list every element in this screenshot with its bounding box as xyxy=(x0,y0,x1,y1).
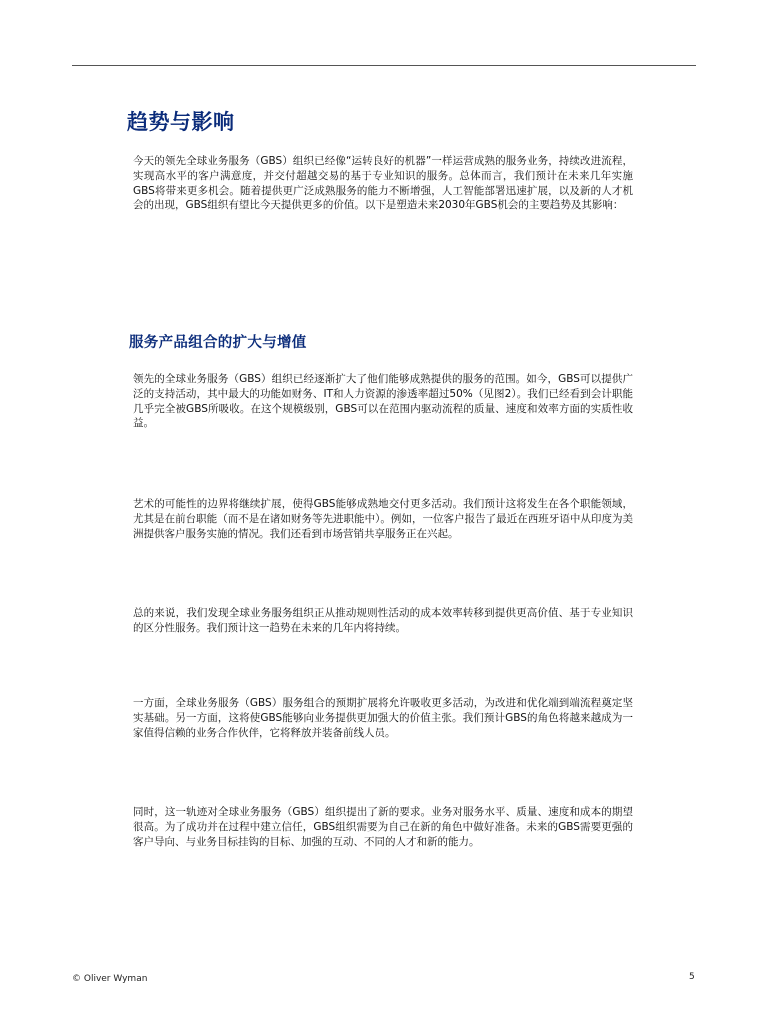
page-number: 5 xyxy=(689,972,695,982)
body-paragraph-1: 领先的全球业务服务（GBS）组织已经逐渐扩大了他们能够成熟提供的服务的范围。如今，GBS可以提供广泛的支持活动，其中最大的功能如财务、IT和人力资源的渗透率超过50%（见图2）。我们已经看到会计职能几乎完全被GBS所吸收。在这个规模级别，GBS可以在范围内驱动流程的质量、速度和效率方面的实质性收益。 xyxy=(133,373,633,430)
section-title: 服务产品组合的扩大与增值 xyxy=(129,335,307,351)
intro-paragraph: 今天的领先全球业务服务（GBS）组织已经像“运转良好的机器”一样运营成熟的服务业务，持续改进流程，实现高水平的客户满意度，并交付超越交易的基于专业知识的服务。总体而言，我们预计在未来几年实施GBS将带来更多机会。随着提供更广泛成熟服务的能力不断增强，人工智能部署迅速扩展，以及新的人才机会的出现，GBS组织有望比今天提供更多的价值。以下是塑造未来2030年GBS机会的主要趋势及其影响： xyxy=(133,155,633,212)
body-paragraph-3: 总的来说，我们发现全球业务服务组织正从推动规则性活动的成本效率转移到提供更高价值、基于专业知识的区分性服务。我们预计这一趋势在未来的几年内将持续。 xyxy=(133,607,633,634)
page-heading: 趋势与影响 xyxy=(127,110,235,134)
body-paragraph-2: 艺术的可能性的边界将继续扩展，使得GBS能够成熟地交付更多活动。我们预计这将发生在各个职能领域，尤其是在前台职能（而不是在诸如财务等先进职能中）。例如，一位客户报告了最近在西班牙语中从印度为美洲提供客户服务实施的情况。我们还看到市场营销共享服务正在兴起。 xyxy=(133,498,633,540)
footer-copyright: © Oliver Wyman xyxy=(72,974,148,984)
header-rule xyxy=(72,65,696,66)
body-paragraph-5: 同时，这一轨迹对全球业务服务（GBS）组织提出了新的要求。业务对服务水平、质量、速度和成本的期望很高。为了成功并在过程中建立信任，GBS组织需要为自己在新的角色中做好准备。未来的GBS需要更强的客户导向、与业务目标挂钩的目标、加强的互动、不同的人才和新的能力。 xyxy=(133,806,633,848)
body-paragraph-4: 一方面，全球业务服务（GBS）服务组合的预期扩展将允许吸收更多活动，为改进和优化端到端流程奠定坚实基础。另一方面，这将使GBS能够向业务提供更加强大的价值主张。我们预计GBS的角色将越来越成为一家值得信赖的业务合作伙伴，它将释放并装备前线人员。 xyxy=(133,697,633,739)
